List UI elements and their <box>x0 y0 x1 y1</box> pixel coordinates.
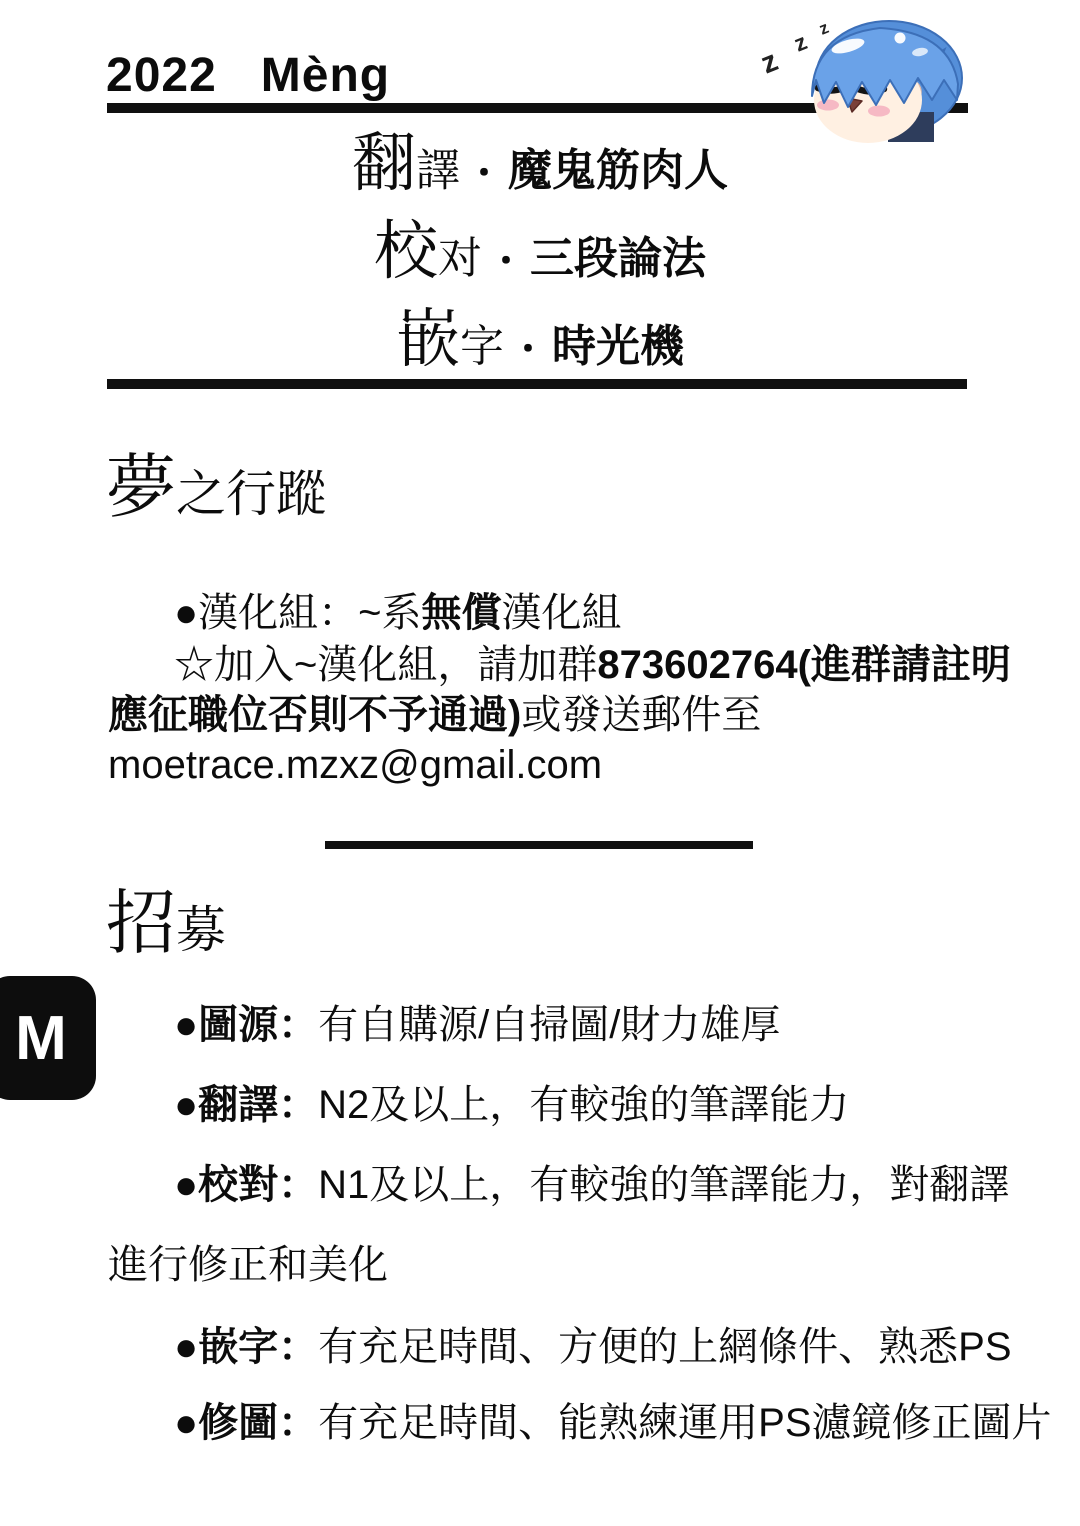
role-label: 翻 <box>351 127 416 201</box>
year-label: 2022 <box>106 49 217 102</box>
role-label: 嵌 <box>395 303 460 377</box>
mid-divider <box>107 379 967 389</box>
credit-row-typeset <box>0 296 1080 384</box>
recruit-item-proofreader-cont: 進行修正和美化 <box>108 1243 388 1287</box>
credit-row-proofread <box>0 208 1080 296</box>
role-label: 字 <box>459 321 504 372</box>
recruit-item-source: ●圖源：有自購源/自掃圖/財力雄厚 <box>174 1003 781 1047</box>
dot-separator: ・ <box>465 152 502 194</box>
recruit-item-proofreader: ●校對：N1及以上，有較強的筆譯能力，對翻譯 <box>174 1163 1010 1207</box>
recruit-item-typesetter: ●嵌字：有充足時間、方便的上網條件、熟悉PS <box>174 1325 1012 1369</box>
title-rest: 募 <box>176 901 226 959</box>
zzz-icon: z <box>790 28 811 57</box>
recruit-item-translator: ●翻譯：N2及以上，有較強的筆譯能力 <box>174 1083 850 1127</box>
hair-highlight <box>895 33 906 44</box>
brand-label: Mèng <box>260 49 391 102</box>
page-header <box>106 48 390 103</box>
title-big-char: 夢 <box>106 446 176 528</box>
title-big-char: 招 <box>106 882 176 964</box>
blush-left <box>817 100 839 111</box>
title-rest: 之行蹤 <box>176 465 326 523</box>
group-line: ●漢化組：~系無償漢化組 <box>174 591 622 635</box>
role-label: 譯 <box>415 145 460 196</box>
group-line: 應征職位否則不予通過)或發送郵件至 <box>108 693 762 737</box>
recruit-section-title <box>106 882 226 964</box>
staff-name: 時光機 <box>552 321 684 372</box>
credit-row-translation <box>0 120 1080 208</box>
group-section-title <box>106 446 326 528</box>
role-label: 对 <box>437 233 482 284</box>
role-label: 校 <box>373 215 438 289</box>
recruit-item-redrawer: ●修圖：有充足時間、能熟練運用PS濾鏡修正圖片 <box>174 1401 1052 1445</box>
contact-email: moetrace.mzxz@gmail.com <box>108 743 603 787</box>
group-line: ☆加入~漢化組，請加群873602764(進群請註明 <box>174 643 1011 687</box>
staff-name: 三段論法 <box>530 233 706 284</box>
m-badge <box>0 976 96 1100</box>
short-divider <box>325 841 753 849</box>
staff-credits <box>0 120 1080 384</box>
staff-name: 魔鬼筋肉人 <box>508 145 728 196</box>
dot-separator: ・ <box>509 328 546 370</box>
zzz-icon: z <box>756 44 783 81</box>
dot-separator: ・ <box>487 240 524 282</box>
m-badge-letter: M <box>15 1003 67 1073</box>
zzz-icon: z <box>816 17 832 39</box>
blush-right <box>868 106 890 117</box>
